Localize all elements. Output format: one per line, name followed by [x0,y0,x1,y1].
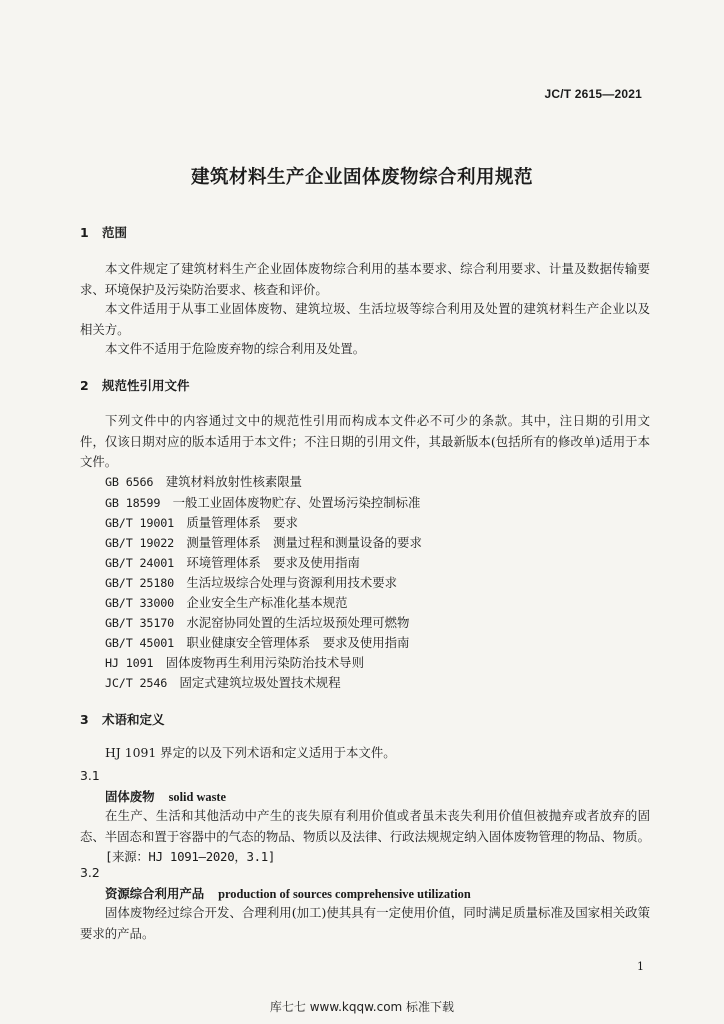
section-3-intro: HJ 1091 界定的以及下列术语和定义适用于本文件。 [105,745,396,760]
section-title: 规范性引用文件 [102,378,190,393]
section-3-heading [80,710,165,728]
section-number: 1 [80,225,89,240]
section-1-paragraph-3: 本文件不适用于危险废弃物的综合利用及处置。 [105,341,366,356]
section-2-heading [80,376,190,394]
document-title: 建筑材料生产企业固体废物综合利用规范 [190,167,533,188]
reference-item: GB/T 19001 质量管理体系 要求 [105,515,298,530]
standard-code: JC/T 2615—2021 [544,87,642,101]
section-number: 3 [80,712,89,727]
section-2-intro: 下列文件中的内容通过文中的规范性引用而构成本文件必不可少的条款。其中，注日期的引用文件，仅该日期对应的版本适用于本文件；不注日期的引用文件，其最新版本(包括所有的修改单)适用于本文件。 [80,413,650,469]
page-number: 1 [637,960,644,973]
reference-item: GB/T 35170 水泥窑协同处置的生活垃圾预处理可燃物 [105,615,410,630]
reference-item: GB 18599 一般工业固体废物贮存、处置场污染控制标准 [105,495,421,510]
reference-item: GB/T 19022 测量管理体系 测量过程和测量设备的要求 [105,535,422,550]
term-definition: 固体废物经过综合开发、合理利用(加工)使其具有一定使用价值，同时满足质量标准及国家相关政策要求的产品。 [80,905,650,941]
term-number: 3.1 [80,768,100,783]
section-1-paragraph-2: 本文件适用于从事工业固体废物、建筑垃圾、生活垃圾等综合利用及处置的建筑材料生产企业以及相关方。 [80,301,650,337]
reference-item: HJ 1091 固体废物再生利用污染防治技术导则 [105,655,364,670]
reference-item: JC/T 2546 固定式建筑垃圾处置技术规程 [105,675,341,690]
reference-item: GB/T 33000 企业安全生产标准化基本规范 [105,595,348,610]
reference-item: GB/T 25180 生活垃圾综合处理与资源利用技术要求 [105,575,398,590]
section-title: 术语和定义 [102,712,165,727]
section-1-heading [80,223,127,241]
section-title: 范围 [102,225,128,240]
reference-item: GB/T 24001 环境管理体系 要求及使用指南 [105,555,360,570]
reference-item: GB/T 45001 职业健康安全管理体系 要求及使用指南 [105,635,410,650]
term-heading: 资源综合利用产品 production of sources comprehensive utilization [105,886,471,901]
reference-item: GB 6566 建筑材料放射性核素限量 [105,474,303,489]
section-1-paragraph-1: 本文件规定了建筑材料生产企业固体废物综合利用的基本要求、综合利用要求、计量及数据传输要求、环境保护及污染防治要求、核查和评价。 [80,261,650,297]
term-number: 3.2 [80,865,100,880]
term-source: [来源：HJ 1091—2020，3.1] [105,849,276,864]
section-number: 2 [80,378,89,393]
term-definition: 在生产、生活和其他活动中产生的丧失原有利用价值或者虽未丧失利用价值但被抛弃或者放弃的固态、半固态和置于容器中的气态的物品、物质以及法律、行政法规规定纳入固体废物管理的物品、物质。 [80,808,650,844]
watermark-text[interactable]: 库七七 www.kqqw.com 标准下载 [269,1000,455,1014]
term-heading: 固体废物 solid waste [105,789,227,804]
